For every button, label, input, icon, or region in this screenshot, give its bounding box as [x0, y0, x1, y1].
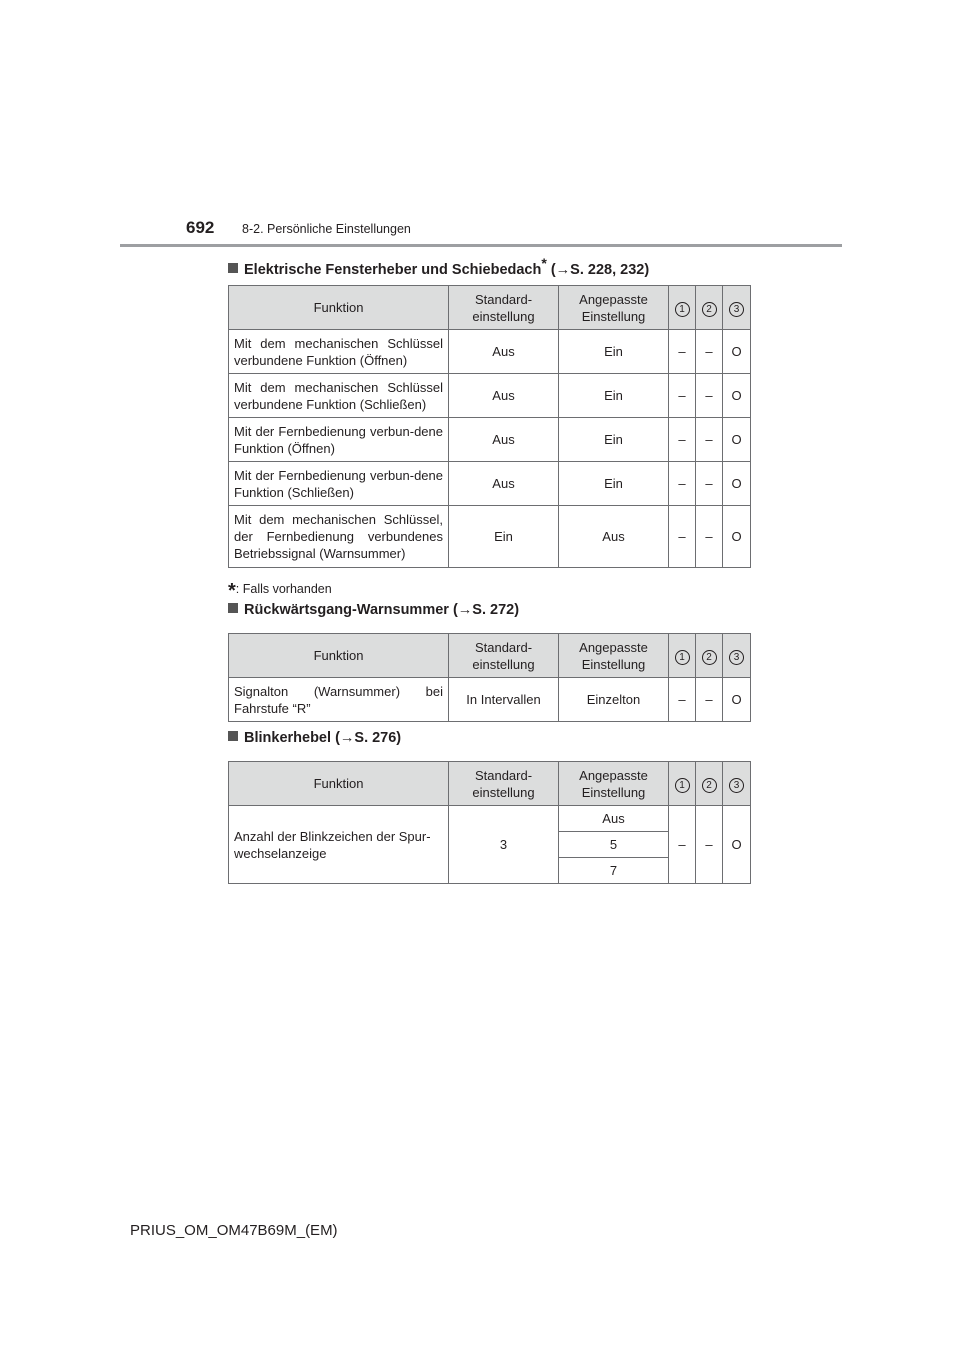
cell-standard: Aus [449, 462, 559, 506]
settings-table-reverse-buzzer [228, 633, 751, 722]
circled-number-2: 2 [702, 778, 717, 793]
table-header-row [229, 762, 751, 806]
cell-angepasst: Ein [559, 330, 669, 374]
cell-c1: – [669, 806, 696, 884]
cell-c2: – [696, 506, 723, 568]
col-header-1 [669, 286, 696, 330]
section-title: 8-2. Persönliche Einstellungen [242, 222, 411, 236]
cell-standard: In Intervallen [449, 678, 559, 722]
circled-number-2: 2 [702, 302, 717, 317]
cell-c2: – [696, 806, 723, 884]
cell-c1: – [669, 418, 696, 462]
cell-c3: O [723, 506, 751, 568]
footer-document-id: PRIUS_OM_OM47B69M_(EM) [130, 1222, 338, 1239]
cell-standard: 3 [449, 806, 559, 884]
col-header-funktion: Funktion [229, 762, 449, 806]
heading-text: Rückwärtsgang-Warnsummer [244, 602, 449, 618]
col-header-standard: Standard- einstellung [449, 762, 559, 806]
cell-funktion: Mit dem mechanischen Schlüssel, der Fernbedienung verbundenes Betriebssignal (Warnsummer) [229, 506, 449, 568]
cell-c3: O [723, 678, 751, 722]
table-row [229, 678, 751, 722]
section-heading-turn-signal [228, 730, 401, 746]
col-header-angepasste: Angepasste Einstellung [559, 286, 669, 330]
circled-number-1: 1 [675, 650, 690, 665]
cell-c1: – [669, 462, 696, 506]
col-header-standard: Standard- einstellung [449, 634, 559, 678]
table-row [229, 462, 751, 506]
cell-funktion: Anzahl der Blinkzeichen der Spur-wechselanzeige [229, 806, 449, 884]
cell-funktion: Signalton (Warnsummer) bei Fahrstufe “R” [229, 678, 449, 722]
square-bullet-icon [228, 731, 238, 741]
cell-angepasst-option: 7 [559, 858, 669, 884]
table-header-row [229, 286, 751, 330]
cell-angepasst-option: 5 [559, 832, 669, 858]
cell-c1: – [669, 374, 696, 418]
square-bullet-icon [228, 263, 238, 273]
col-header-angepasste: Angepasste Einstellung [559, 634, 669, 678]
circled-number-3: 3 [729, 778, 744, 793]
cell-standard: Ein [449, 506, 559, 568]
cell-funktion: Mit dem mechanischen Schlüssel verbundene Funktion (Öffnen) [229, 330, 449, 374]
cell-c3: O [723, 418, 751, 462]
circled-number-2: 2 [702, 650, 717, 665]
col-header-funktion: Funktion [229, 286, 449, 330]
cell-standard: Aus [449, 374, 559, 418]
square-bullet-icon [228, 603, 238, 613]
cell-c2: – [696, 678, 723, 722]
cell-angepasst: Einzelton [559, 678, 669, 722]
cell-c1: – [669, 330, 696, 374]
cell-c3: O [723, 462, 751, 506]
circled-number-1: 1 [675, 778, 690, 793]
col-header-3 [723, 286, 751, 330]
section-heading-reverse-buzzer [228, 602, 519, 618]
circled-number-3: 3 [729, 650, 744, 665]
cell-c3: O [723, 374, 751, 418]
col-header-funktion: Funktion [229, 634, 449, 678]
cell-angepasst: Ein [559, 374, 669, 418]
heading-text: Elektrische Fensterheber und Schiebedach [244, 261, 542, 278]
col-header-3 [723, 634, 751, 678]
circled-number-1: 1 [675, 302, 690, 317]
table-row [229, 374, 751, 418]
table-row [229, 506, 751, 568]
cell-standard: Aus [449, 330, 559, 374]
cell-c1: – [669, 506, 696, 568]
heading-text: Blinkerhebel [244, 730, 332, 746]
asterisk: * [541, 255, 547, 271]
cell-c3: O [723, 806, 751, 884]
cell-c1: – [669, 678, 696, 722]
col-header-2 [696, 286, 723, 330]
cell-c3: O [723, 330, 751, 374]
header-divider [120, 244, 842, 247]
page-reference: (→S. 272) [452, 602, 520, 618]
cell-funktion: Mit der Fernbedienung verbun-dene Funktion (Öffnen) [229, 418, 449, 462]
table-row [229, 806, 751, 832]
cell-c2: – [696, 374, 723, 418]
cell-c2: – [696, 330, 723, 374]
cell-standard: Aus [449, 418, 559, 462]
col-header-2 [696, 634, 723, 678]
footnote-asterisk: * [228, 580, 236, 602]
col-header-1 [669, 634, 696, 678]
circled-number-3: 3 [729, 302, 744, 317]
table-row [229, 418, 751, 462]
footnote-text: : Falls vorhanden [235, 582, 332, 596]
col-header-angepasste: Angepasste Einstellung [559, 762, 669, 806]
page-number: 692 [186, 218, 215, 237]
cell-angepasst: Aus [559, 506, 669, 568]
cell-funktion: Mit der Fernbedienung verbun-dene Funktion (Schließen) [229, 462, 449, 506]
cell-funktion: Mit dem mechanischen Schlüssel verbundene Funktion (Schließen) [229, 374, 449, 418]
cell-c2: – [696, 462, 723, 506]
table-row [229, 330, 751, 374]
settings-table-turn-signal [228, 761, 751, 884]
page-reference: (→S. 228, 232) [550, 261, 650, 278]
section-heading-window [228, 255, 649, 278]
cell-c2: – [696, 418, 723, 462]
col-header-1 [669, 762, 696, 806]
cell-angepasst: Ein [559, 462, 669, 506]
col-header-3 [723, 762, 751, 806]
footnote [228, 576, 332, 602]
table-header-row [229, 634, 751, 678]
cell-angepasst: Ein [559, 418, 669, 462]
cell-angepasst-option: Aus [559, 806, 669, 832]
col-header-2 [696, 762, 723, 806]
page-reference: (→S. 276) [335, 730, 402, 746]
settings-table-windows [228, 285, 751, 568]
col-header-standard: Standard- einstellung [449, 286, 559, 330]
